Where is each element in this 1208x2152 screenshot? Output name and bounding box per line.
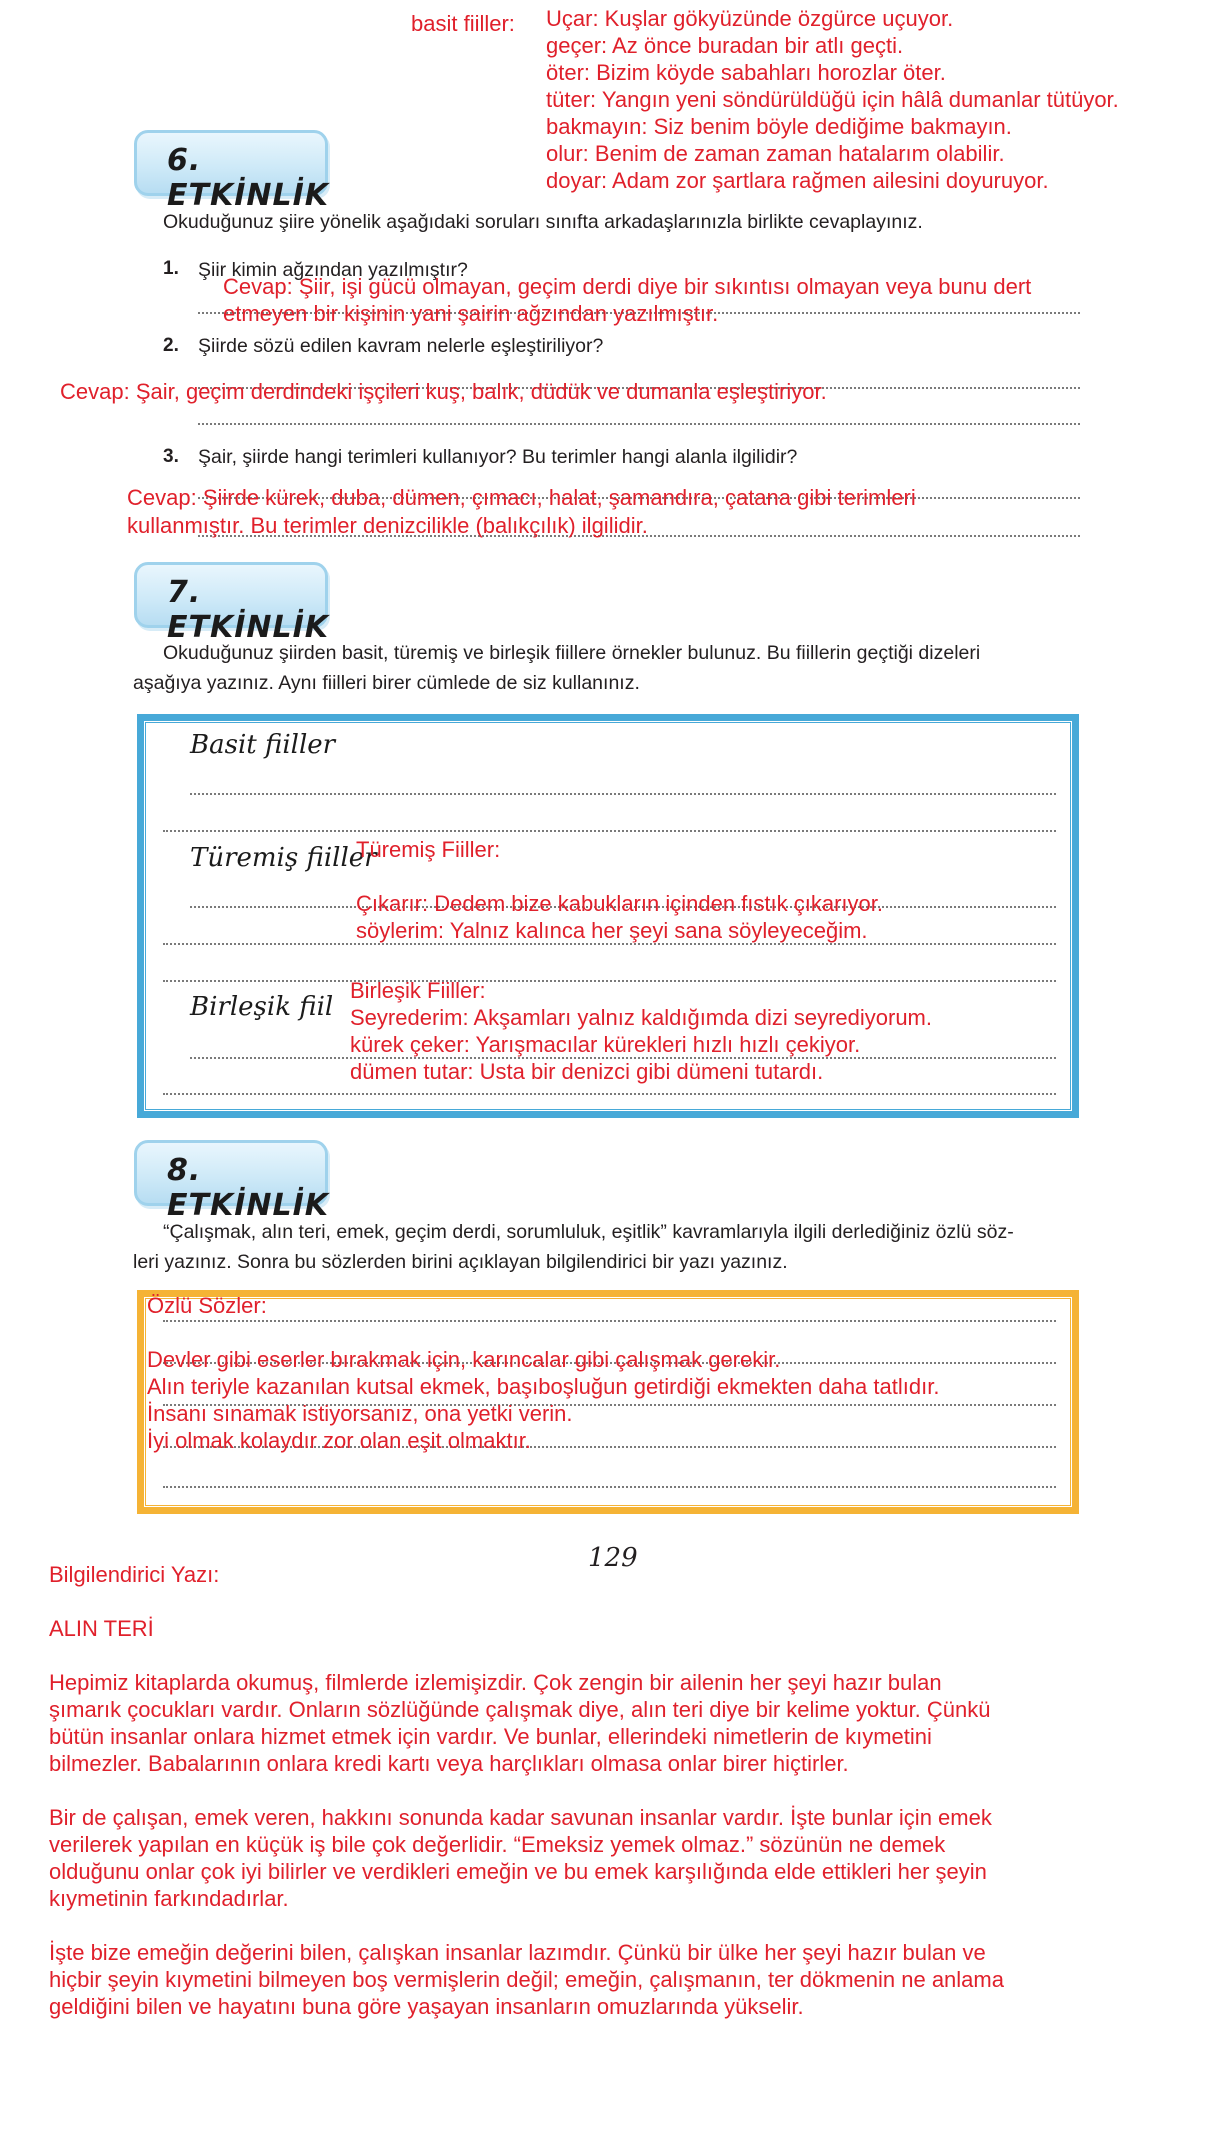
basit-fiiller-label: basit fiiller:	[411, 11, 515, 36]
saying-3: İnsanı sınamak istiyorsanız, ona yetki verin.	[147, 1401, 573, 1426]
saying-4: İyi olmak kolaydır zor olan eşit olmaktır.	[147, 1428, 531, 1453]
essay-p1-line-2: şımarık çocukları vardır. Onların sözlüğünde çalışmak diye, alın teri diye bir kelime yoktur. Çünkü	[49, 1697, 991, 1722]
question-3-answer-line-2: kullanmıştır. Bu terimler denizcilikle (balıkçılık) ilgilidir.	[127, 513, 648, 538]
question-2-answer: Cevap: Şair, geçim derdindeki işçileri kuş, balık, düdük ve dumanla eşleştiriyor.	[60, 379, 827, 404]
activity-7-title: 7. ETKİNLİK	[167, 575, 329, 645]
activity-8-badge	[134, 1140, 329, 1223]
compound-verb-label: Birleşik fiil	[190, 992, 334, 1022]
essay-p2-line-2: verilerek yapılan en küçük iş bile çok değerlidir. “Emeksiz yemek olmaz.” sözünün ne demek	[49, 1832, 946, 1857]
answer-line	[198, 423, 1080, 425]
activity-6-title: 6. ETKİNLİK	[167, 143, 329, 213]
essay-p1-line-4: bilmezler. Babalarının onlara kredi kartı veya harçlıkları olmasa onlar birer hiçtirler.	[49, 1751, 849, 1776]
activity-7-instruction-line-2: aşağıya yazınız. Aynı fiilleri birer cümlede de siz kullanınız.	[133, 672, 640, 694]
saying-1: Devler gibi eserler bırakmak için, karıncalar gibi çalışmak gerekir.	[147, 1347, 781, 1372]
basit-fiil-answer-1: Uçar: Kuşlar gökyüzünde özgürce uçuyor.	[546, 6, 954, 31]
derived-verbs-answer-heading: Türemiş Fiiller:	[356, 837, 501, 862]
compound-verbs-answer-2: kürek çeker: Yarışmacılar kürekleri hızlı hızlı çekiyor.	[350, 1032, 861, 1057]
answer-line	[163, 1486, 1056, 1488]
activity-7-badge	[134, 562, 329, 645]
activity-8-instruction-line-1: “Çalışmak, alın teri, emek, geçim derdi, sorumluluk, eşitlik” kavramlarıyla ilgili derlediğiniz özlü söz-	[163, 1221, 1014, 1243]
question-1-answer-line-2: etmeyen bir kişinin yani şairin ağzından yazılmıştır.	[223, 301, 719, 326]
sayings-answer-heading: Özlü Sözler:	[147, 1293, 267, 1318]
answer-line	[163, 830, 1056, 832]
page-number: 129	[588, 1543, 638, 1573]
simple-verbs-label: Basit fiiller	[190, 730, 336, 760]
question-3-text: Şair, şiirde hangi terimleri kullanıyor? Bu terimler hangi alanla ilgilidir?	[198, 446, 798, 468]
essay-p3-line-1: İşte bize emeğin değerini bilen, çalışkan insanlar lazımdır. Çünkü bir ülke her şeyi hazır bulan ve	[49, 1940, 986, 1965]
derived-verbs-answer-1: Çıkarır: Dedem bize kabukların içinden fıstık çıkarıyor.	[356, 891, 883, 916]
compound-verbs-answer-heading: Birleşik Fiiller:	[350, 978, 486, 1003]
activity-8-instruction-line-2: leri yazınız. Sonra bu sözlerden birini açıklayan bilgilendirici bir yazı yazınız.	[133, 1251, 788, 1273]
activity-6-instruction: Okuduğunuz şiire yönelik aşağıdaki soruları sınıfta arkadaşlarınızla birlikte cevaplayınız.	[163, 211, 923, 233]
question-1-number: 1.	[163, 258, 179, 279]
question-3-number: 3.	[163, 446, 179, 467]
compound-verbs-answer-1: Seyrederim: Akşamları yalnız kaldığımda dizi seyrediyorum.	[350, 1005, 932, 1030]
answer-line	[163, 1093, 1056, 1095]
essay-p2-line-4: kıymetinin farkındadırlar.	[49, 1886, 289, 1911]
question-1-text: Şiir kimin ağzından yazılmıştır?	[198, 259, 468, 281]
essay-p2-line-1: Bir de çalışan, emek veren, hakkını sonunda kadar savunan insanlar vardır. İşte bunlar için emek	[49, 1805, 992, 1830]
essay-p3-line-2: hiçbir şeyin kıymetini bilmeyen boş vermişlerin değil; emeğin, çalışmanın, ter dökmenin ne anlama	[49, 1967, 1004, 1992]
activity-8-title: 8. ETKİNLİK	[167, 1153, 329, 1223]
question-1-answer-line-1: Cevap: Şiir, işi gücü olmayan, geçim derdi diye bir sıkıntısı olmayan veya bunu dert	[223, 274, 1032, 299]
saying-2: Alın teriyle kazanılan kutsal ekmek, başıboşluğun getirdiği ekmekten daha tatlıdır.	[147, 1374, 940, 1399]
derived-verbs-label: Türemiş fiiller	[190, 843, 377, 873]
essay-p1-line-3: bütün insanlar onlara hizmet etmek için vardır. Ve bunlar, ellerindeki nimetlerin de kıymetini	[49, 1724, 932, 1749]
basit-fiil-answer-5: bakmayın: Siz benim böyle dediğime bakmayın.	[546, 114, 1012, 139]
essay-p2-line-3: olduğunu onlar çok iyi bilirler ve verdikleri emeğin ve bu emek karşılığında elde ettikleri her şeyin	[49, 1859, 987, 1884]
basit-fiil-answer-4: tüter: Yangın yeni söndürüldüğü için hâlâ dumanlar tütüyor.	[546, 87, 1119, 112]
basit-fiil-answer-6: olur: Benim de zaman zaman hatalarım olabilir.	[546, 141, 1005, 166]
essay-heading: Bilgilendirici Yazı:	[49, 1562, 220, 1587]
essay-title: ALIN TERİ	[49, 1616, 154, 1641]
question-2-text: Şiirde sözü edilen kavram nelerle eşleştiriliyor?	[198, 335, 604, 357]
answer-line	[190, 793, 1056, 795]
essay-p3-line-3: geldiğini bilen ve hayatını buna göre yaşayan insanların omuzlarında yükselir.	[49, 1994, 804, 2019]
essay-p1-line-1: Hepimiz kitaplarda okumuş, filmlerde izlemişizdir. Çok zengin bir ailenin her şeyi hazır bulan	[49, 1670, 942, 1695]
basit-fiil-answer-2: geçer: Az önce buradan bir atlı geçti.	[546, 33, 904, 58]
question-3-answer-line-1: Cevap: Şiirde kürek, duba, dümen, çımacı, halat, şamandıra, çatana gibi terimleri	[127, 485, 916, 510]
question-2-number: 2.	[163, 335, 179, 356]
basit-fiil-answer-3: öter: Bizim köyde sabahları horozlar öter.	[546, 60, 946, 85]
compound-verbs-answer-3: dümen tutar: Usta bir denizci gibi dümeni tutardı.	[350, 1059, 824, 1084]
answer-line	[163, 1320, 1056, 1322]
answer-line	[163, 980, 1056, 982]
activity-7-instruction-line-1: Okuduğunuz şiirden basit, türemiş ve birleşik fiillere örnekler bulunuz. Bu fiillerin geçtiği dizeleri	[163, 642, 981, 664]
basit-fiil-answer-7: doyar: Adam zor şartlara rağmen ailesini doyuruyor.	[546, 168, 1049, 193]
derived-verbs-answer-2: söylerim: Yalnız kalınca her şeyi sana söyleyeceğim.	[356, 918, 868, 943]
activity-6-badge	[134, 130, 329, 213]
